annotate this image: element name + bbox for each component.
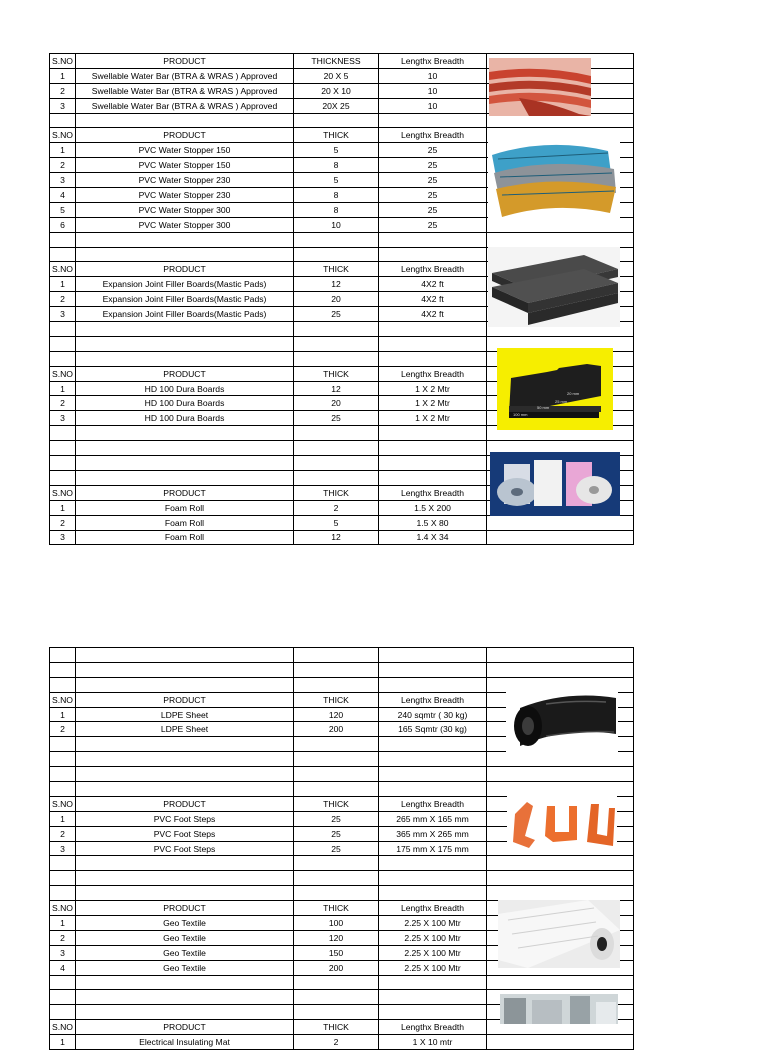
- empty-cell: [50, 247, 76, 262]
- sno-header: S.NO: [50, 262, 76, 277]
- size-cell: 4X2 ft: [379, 277, 487, 292]
- blank-row: [50, 752, 634, 767]
- product-cell: PVC Water Stopper 300: [76, 202, 294, 217]
- sno-cell: 3: [50, 945, 76, 960]
- empty-cell: [487, 767, 634, 782]
- sno-cell: 2: [50, 515, 76, 530]
- product-header: PRODUCT: [76, 796, 294, 811]
- empty-cell: [76, 247, 294, 262]
- dura-label-100: 100 mm: [513, 412, 528, 417]
- blank-row: [50, 662, 634, 677]
- product-header: PRODUCT: [76, 366, 294, 381]
- blank-row: [50, 648, 634, 663]
- sno-cell: 3: [50, 173, 76, 188]
- product-cell: PVC Water Stopper 230: [76, 173, 294, 188]
- empty-cell: [294, 782, 379, 797]
- product-cell: PVC Water Stopper 150: [76, 143, 294, 158]
- thickness-cell: 120: [294, 707, 379, 722]
- blank-row: [50, 975, 634, 990]
- product-cell: Geo Textile: [76, 916, 294, 931]
- product-cell: Foam Roll: [76, 500, 294, 515]
- blank-row: [50, 782, 634, 797]
- size-cell: 175 mm X 175 mm: [379, 841, 487, 856]
- sno-cell: 2: [50, 396, 76, 411]
- empty-cell: [294, 336, 379, 351]
- sno-cell: 1: [50, 68, 76, 83]
- blank-row: [50, 871, 634, 886]
- empty-cell: [294, 441, 379, 456]
- image-cell: [487, 1035, 634, 1050]
- sno-cell: 3: [50, 530, 76, 545]
- empty-cell: [294, 737, 379, 752]
- empty-cell: [50, 856, 76, 871]
- empty-cell: [50, 1005, 76, 1020]
- empty-cell: [50, 737, 76, 752]
- size-cell: 25: [379, 217, 487, 232]
- empty-cell: [487, 232, 634, 247]
- thickness-cell: 2: [294, 1035, 379, 1050]
- empty-cell: [487, 662, 634, 677]
- thickness-cell: 12: [294, 381, 379, 396]
- product-cell: PVC Water Stopper 230: [76, 188, 294, 203]
- empty-cell: [294, 1005, 379, 1020]
- empty-cell: [294, 990, 379, 1005]
- empty-cell: [294, 232, 379, 247]
- swellable-water-bar-photo: [489, 58, 591, 116]
- sno-header: S.NO: [50, 54, 76, 69]
- empty-cell: [50, 441, 76, 456]
- empty-cell: [294, 752, 379, 767]
- geo-textile-photo: [498, 900, 620, 968]
- empty-cell: [294, 886, 379, 901]
- empty-cell: [50, 975, 76, 990]
- empty-cell: [379, 752, 487, 767]
- empty-cell: [487, 856, 634, 871]
- empty-cell: [76, 648, 294, 663]
- sno-cell: 1: [50, 143, 76, 158]
- size-cell: 10: [379, 68, 487, 83]
- size-header: Lengthx Breadth: [379, 54, 487, 69]
- empty-cell: [76, 426, 294, 441]
- empty-cell: [76, 752, 294, 767]
- empty-cell: [487, 975, 634, 990]
- thickness-cell: 20: [294, 292, 379, 307]
- thickness-cell: 25: [294, 307, 379, 322]
- empty-cell: [379, 336, 487, 351]
- thickness-cell: 25: [294, 826, 379, 841]
- thickness-cell: 5: [294, 143, 379, 158]
- sno-cell: 2: [50, 930, 76, 945]
- sno-cell: 2: [50, 722, 76, 737]
- empty-cell: [487, 648, 634, 663]
- empty-cell: [50, 426, 76, 441]
- product-cell: Foam Roll: [76, 530, 294, 545]
- ldpe-sheet-photo: [506, 686, 618, 752]
- product-cell: PVC Foot Steps: [76, 826, 294, 841]
- sno-cell: 1: [50, 916, 76, 931]
- size-cell: 1 X 2 Mtr: [379, 381, 487, 396]
- empty-cell: [294, 975, 379, 990]
- sno-header: S.NO: [50, 485, 76, 500]
- product-cell: HD 100 Dura Boards: [76, 396, 294, 411]
- empty-cell: [487, 782, 634, 797]
- empty-cell: [50, 871, 76, 886]
- thickness-header: THICK: [294, 901, 379, 916]
- thickness-cell: 2: [294, 500, 379, 515]
- empty-cell: [76, 456, 294, 471]
- product-cell: Swellable Water Bar (BTRA & WRAS ) Approved: [76, 98, 294, 113]
- size-cell: 1 X 2 Mtr: [379, 396, 487, 411]
- empty-cell: [379, 648, 487, 663]
- size-cell: 1.4 X 34: [379, 530, 487, 545]
- sno-cell: 1: [50, 811, 76, 826]
- empty-cell: [50, 232, 76, 247]
- sno-cell: 2: [50, 292, 76, 307]
- empty-cell: [76, 232, 294, 247]
- empty-cell: [379, 737, 487, 752]
- sno-cell: 3: [50, 411, 76, 426]
- product-cell: PVC Foot Steps: [76, 811, 294, 826]
- size-cell: 365 mm X 265 mm: [379, 826, 487, 841]
- thickness-cell: 5: [294, 515, 379, 530]
- thickness-cell: 20 X 5: [294, 68, 379, 83]
- table-row: [50, 217, 634, 232]
- pvc-water-stopper-photo: [488, 135, 620, 219]
- sno-cell: 3: [50, 98, 76, 113]
- size-cell: 1 X 10 mtr: [379, 1035, 487, 1050]
- empty-cell: [379, 247, 487, 262]
- dura-boards-photo: [497, 348, 613, 430]
- empty-cell: [379, 470, 487, 485]
- empty-cell: [50, 886, 76, 901]
- empty-cell: [50, 990, 76, 1005]
- empty-cell: [487, 886, 634, 901]
- product-cell: Foam Roll: [76, 515, 294, 530]
- size-cell: 25: [379, 188, 487, 203]
- empty-cell: [76, 767, 294, 782]
- empty-cell: [50, 752, 76, 767]
- thickness-cell: 8: [294, 188, 379, 203]
- empty-cell: [76, 975, 294, 990]
- size-header: Lengthx Breadth: [379, 692, 487, 707]
- filler-boards-photo: [488, 247, 620, 327]
- empty-cell: [76, 336, 294, 351]
- empty-cell: [294, 456, 379, 471]
- product-cell: PVC Foot Steps: [76, 841, 294, 856]
- thickness-cell: 5: [294, 173, 379, 188]
- product-header: PRODUCT: [76, 485, 294, 500]
- size-cell: 1 X 2 Mtr: [379, 411, 487, 426]
- size-cell: 25: [379, 158, 487, 173]
- size-cell: 240 sqmtr ( 30 kg): [379, 707, 487, 722]
- sno-header: S.NO: [50, 692, 76, 707]
- size-cell: 1.5 X 80: [379, 515, 487, 530]
- empty-cell: [76, 886, 294, 901]
- size-cell: 25: [379, 143, 487, 158]
- thickness-cell: 12: [294, 277, 379, 292]
- thickness-cell: 8: [294, 202, 379, 217]
- empty-cell: [50, 113, 76, 128]
- product-cell: PVC Water Stopper 300: [76, 217, 294, 232]
- sno-cell: 2: [50, 83, 76, 98]
- empty-cell: [76, 322, 294, 337]
- sno-cell: 3: [50, 307, 76, 322]
- size-header: Lengthx Breadth: [379, 796, 487, 811]
- empty-cell: [50, 351, 76, 366]
- thickness-cell: 100: [294, 916, 379, 931]
- size-cell: 1.5 X 200: [379, 500, 487, 515]
- empty-cell: [379, 232, 487, 247]
- size-cell: 165 Sqmtr (30 kg): [379, 722, 487, 737]
- sno-cell: 1: [50, 1035, 76, 1050]
- thickness-cell: 20: [294, 396, 379, 411]
- empty-cell: [379, 886, 487, 901]
- blank-row: [50, 767, 634, 782]
- empty-cell: [294, 648, 379, 663]
- thickness-cell: 200: [294, 960, 379, 975]
- empty-cell: [379, 782, 487, 797]
- empty-cell: [487, 871, 634, 886]
- empty-cell: [294, 247, 379, 262]
- empty-cell: [379, 662, 487, 677]
- sno-cell: 2: [50, 826, 76, 841]
- empty-cell: [76, 351, 294, 366]
- dura-label-50: 50 mm: [537, 405, 550, 410]
- thickness-header: THICK: [294, 262, 379, 277]
- size-cell: 25: [379, 173, 487, 188]
- empty-cell: [294, 871, 379, 886]
- thickness-cell: 20 X 10: [294, 83, 379, 98]
- table-row: [50, 515, 634, 530]
- size-cell: 2.25 X 100 Mtr: [379, 930, 487, 945]
- empty-cell: [487, 752, 634, 767]
- size-cell: 2.25 X 100 Mtr: [379, 916, 487, 931]
- thickness-cell: 25: [294, 811, 379, 826]
- empty-cell: [379, 1005, 487, 1020]
- thickness-cell: 20X 25: [294, 98, 379, 113]
- image-cell: [487, 217, 634, 232]
- sno-cell: 2: [50, 158, 76, 173]
- size-cell: 25: [379, 202, 487, 217]
- product-header: PRODUCT: [76, 262, 294, 277]
- table-row: [50, 530, 634, 545]
- empty-cell: [379, 426, 487, 441]
- empty-cell: [379, 990, 487, 1005]
- product-cell: PVC Water Stopper 150: [76, 158, 294, 173]
- empty-cell: [294, 767, 379, 782]
- sno-cell: 1: [50, 277, 76, 292]
- thickness-header: THICK: [294, 366, 379, 381]
- empty-cell: [294, 113, 379, 128]
- thickness-cell: 150: [294, 945, 379, 960]
- sno-header: S.NO: [50, 128, 76, 143]
- product-cell: Swellable Water Bar (BTRA & WRAS ) Approved: [76, 68, 294, 83]
- product-cell: HD 100 Dura Boards: [76, 381, 294, 396]
- thickness-header: THICK: [294, 128, 379, 143]
- product-cell: LDPE Sheet: [76, 722, 294, 737]
- empty-cell: [76, 113, 294, 128]
- size-cell: 10: [379, 83, 487, 98]
- size-cell: 10: [379, 98, 487, 113]
- empty-cell: [294, 470, 379, 485]
- sno-header: S.NO: [50, 366, 76, 381]
- thickness-header: THICK: [294, 485, 379, 500]
- product-cell: Expansion Joint Filler Boards(Mastic Pads): [76, 292, 294, 307]
- empty-cell: [50, 648, 76, 663]
- sno-header: S.NO: [50, 796, 76, 811]
- empty-cell: [379, 677, 487, 692]
- blank-row: [50, 232, 634, 247]
- empty-cell: [379, 113, 487, 128]
- empty-cell: [76, 737, 294, 752]
- size-cell: 2.25 X 100 Mtr: [379, 960, 487, 975]
- thickness-cell: 25: [294, 841, 379, 856]
- thickness-cell: 25: [294, 411, 379, 426]
- sno-header: S.NO: [50, 1020, 76, 1035]
- dura-label-20: 20 mm: [567, 391, 580, 396]
- empty-cell: [379, 856, 487, 871]
- empty-cell: [379, 351, 487, 366]
- product-cell: Electrical Insulating Mat: [76, 1035, 294, 1050]
- product-header: PRODUCT: [76, 54, 294, 69]
- empty-cell: [50, 677, 76, 692]
- empty-cell: [379, 767, 487, 782]
- foam-roll-photo: [490, 452, 620, 516]
- sno-cell: 6: [50, 217, 76, 232]
- sno-header: S.NO: [50, 901, 76, 916]
- empty-cell: [50, 336, 76, 351]
- size-header: Lengthx Breadth: [379, 262, 487, 277]
- thickness-header: THICK: [294, 692, 379, 707]
- empty-cell: [50, 322, 76, 337]
- empty-cell: [50, 456, 76, 471]
- thickness-cell: 120: [294, 930, 379, 945]
- size-header: Lengthx Breadth: [379, 128, 487, 143]
- product-header: PRODUCT: [76, 901, 294, 916]
- empty-cell: [76, 1005, 294, 1020]
- sno-cell: 5: [50, 202, 76, 217]
- size-cell: 4X2 ft: [379, 307, 487, 322]
- thickness-cell: 10: [294, 217, 379, 232]
- empty-cell: [50, 470, 76, 485]
- empty-cell: [50, 662, 76, 677]
- empty-cell: [50, 767, 76, 782]
- product-cell: Expansion Joint Filler Boards(Mastic Pads): [76, 277, 294, 292]
- product-cell: Swellable Water Bar (BTRA & WRAS ) Approved: [76, 83, 294, 98]
- image-cell: [487, 530, 634, 545]
- empty-cell: [294, 677, 379, 692]
- empty-cell: [294, 322, 379, 337]
- empty-cell: [379, 441, 487, 456]
- product-header: PRODUCT: [76, 128, 294, 143]
- empty-cell: [50, 782, 76, 797]
- product-cell: Geo Textile: [76, 930, 294, 945]
- sno-cell: 1: [50, 707, 76, 722]
- empty-cell: [76, 441, 294, 456]
- table-row: [50, 1035, 634, 1050]
- sno-cell: 1: [50, 381, 76, 396]
- size-header: Lengthx Breadth: [379, 1020, 487, 1035]
- empty-cell: [379, 871, 487, 886]
- empty-cell: [76, 662, 294, 677]
- thickness-header: THICK: [294, 1020, 379, 1035]
- empty-cell: [379, 975, 487, 990]
- empty-cell: [76, 782, 294, 797]
- foot-steps-photo: [507, 796, 617, 852]
- size-cell: 4X2 ft: [379, 292, 487, 307]
- empty-cell: [76, 871, 294, 886]
- empty-cell: [76, 856, 294, 871]
- sno-cell: 4: [50, 960, 76, 975]
- sno-cell: 3: [50, 841, 76, 856]
- image-cell: [487, 515, 634, 530]
- blank-row: [50, 886, 634, 901]
- product-cell: Geo Textile: [76, 945, 294, 960]
- size-header: Lengthx Breadth: [379, 485, 487, 500]
- sno-cell: 1: [50, 500, 76, 515]
- size-cell: 2.25 X 100 Mtr: [379, 945, 487, 960]
- thickness-cell: 8: [294, 158, 379, 173]
- empty-cell: [294, 351, 379, 366]
- size-header: Lengthx Breadth: [379, 366, 487, 381]
- empty-cell: [76, 470, 294, 485]
- size-header: Lengthx Breadth: [379, 901, 487, 916]
- product-header: PRODUCT: [76, 1020, 294, 1035]
- dura-label-25: 25 mm: [555, 399, 568, 404]
- empty-cell: [294, 426, 379, 441]
- thickness-cell: 200: [294, 722, 379, 737]
- size-cell: 265 mm X 165 mm: [379, 811, 487, 826]
- product-cell: Geo Textile: [76, 960, 294, 975]
- empty-cell: [294, 856, 379, 871]
- thickness-header: THICK: [294, 796, 379, 811]
- insulating-mat-photo: [500, 994, 618, 1024]
- blank-row: [50, 856, 634, 871]
- product-cell: Expansion Joint Filler Boards(Mastic Pads): [76, 307, 294, 322]
- thickness-cell: 12: [294, 530, 379, 545]
- empty-cell: [76, 990, 294, 1005]
- product-cell: LDPE Sheet: [76, 707, 294, 722]
- product-header: PRODUCT: [76, 692, 294, 707]
- empty-cell: [379, 456, 487, 471]
- empty-cell: [379, 322, 487, 337]
- thickness-header: THICKNESS: [294, 54, 379, 69]
- sno-cell: 4: [50, 188, 76, 203]
- empty-cell: [76, 677, 294, 692]
- product-cell: HD 100 Dura Boards: [76, 411, 294, 426]
- empty-cell: [294, 662, 379, 677]
